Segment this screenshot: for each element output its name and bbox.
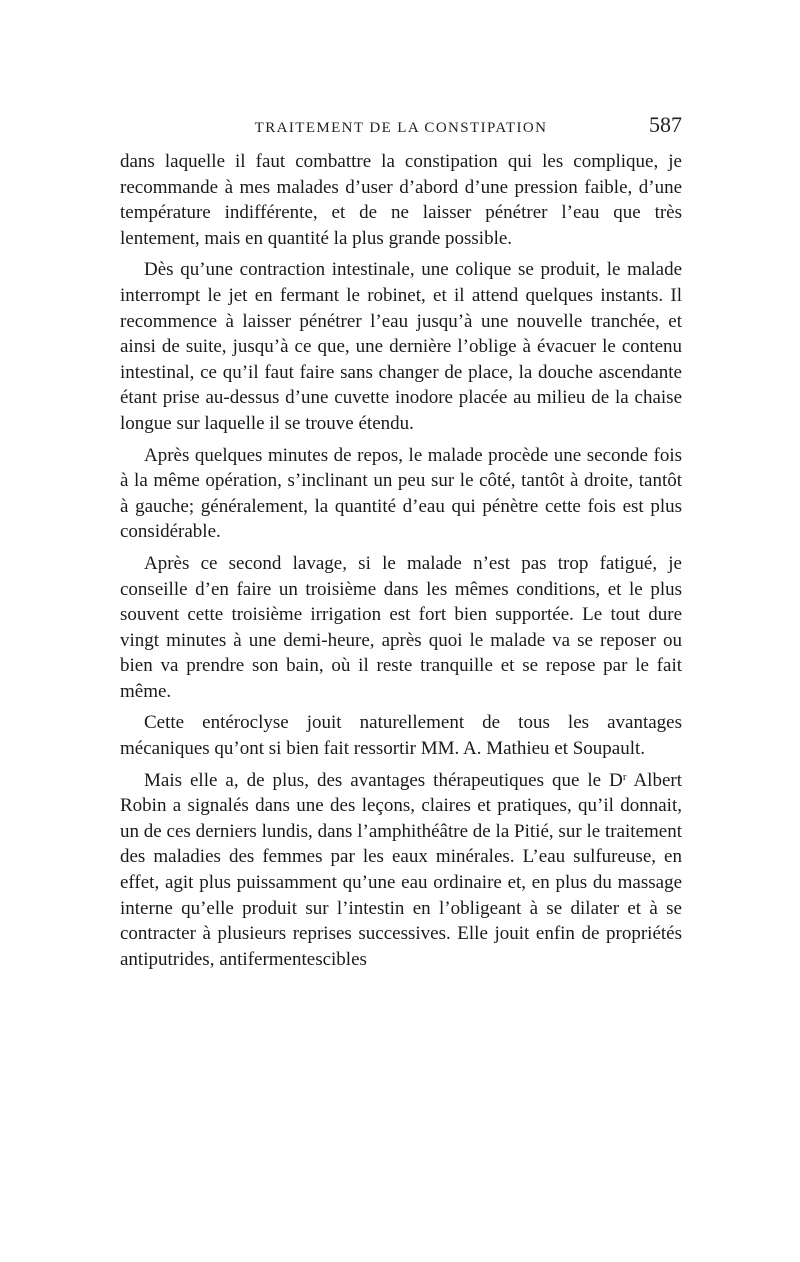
paragraph-second-lavage: Après ce second lavage, si le malade n’est pas trop fatigué, je conseille d’en faire un troisième dans les mêmes conditions, et le plus souvent cette troisième irrigation est fort bien supportée. Le tout dure vingt minutes à une demi-heure, après quoi le malade va se reposer ou bien va prendre son bain, où il reste tranquille et se repose par le fait même. (120, 552, 682, 702)
running-title: TRAITEMENT DE LA CONSTIPATION (254, 120, 548, 136)
paragraph-colique: Dès qu’une contraction intestinale, une colique se produit, le malade interrompt le jet en fermant le robinet, et il attend quelques instants. Il recommence à laisser pénétrer l’eau jusqu’à une nouvelle tranchée, et ainsi de suite, jusqu’à ce que, une dernière l’oblige à évacuer le contenu intestinal, ce qu’il faut faire sans changer de place, la douche ascendante étant prise au-dessus d’une cuvette inodore placée au milieu de la chaise longue sur laquelle il se trouve étendu. (120, 259, 682, 434)
paragraph-text-after-superscript: Albert Robin a signalés dans une des leçons, claires et pratiques, qu’il donnait, un de ces derniers lundis, dans l’amphithéâtre de la Pitié, sur le traitement des maladies des femmes par les eaux minérales. L’eau sulfureuse, en effet, agit plus puissamment qu’une eau ordinaire et, en plus du massage interne qu’elle produit sur l’intestin en l’obligeant à se dilater et à se contracter à plusieurs reprises successives. Elle jouit enfin de propriétés antiputrides, antifermentescibles (120, 769, 682, 970)
paragraph-text-before-superscript: Mais elle a, de plus, des avantages thérapeutiques que le D (144, 769, 623, 791)
paragraph-continued: dans laquelle il faut combattre la constipation qui les complique, je recommande à mes malades d’user d’abord d’une pression faible, d’une température indifférente, et de ne laisser pénétrer l’eau que très lentement, mais en quantité la plus grande possible. (120, 151, 682, 249)
running-head (120, 112, 682, 142)
paragraph-avantages-therapeutiques (120, 768, 682, 973)
page-number: 587 (649, 112, 682, 137)
body-text (120, 149, 682, 978)
doctor-superscript: r (622, 770, 627, 783)
paragraph-seconde-fois: Après quelques minutes de repos, le malade procède une seconde fois à la même opération, s’inclinant un peu sur le côté, tantôt à droite, tantôt à gauche; généralement, la quantité d’eau qui pénètre cette fois est plus considérable. (120, 444, 682, 543)
paragraph-enteroclyse: Cette entéroclyse jouit naturellement de tous les avantages mécaniques qu’ont si bien fait ressortir MM. A. Mathieu et Soupault. (120, 712, 682, 760)
